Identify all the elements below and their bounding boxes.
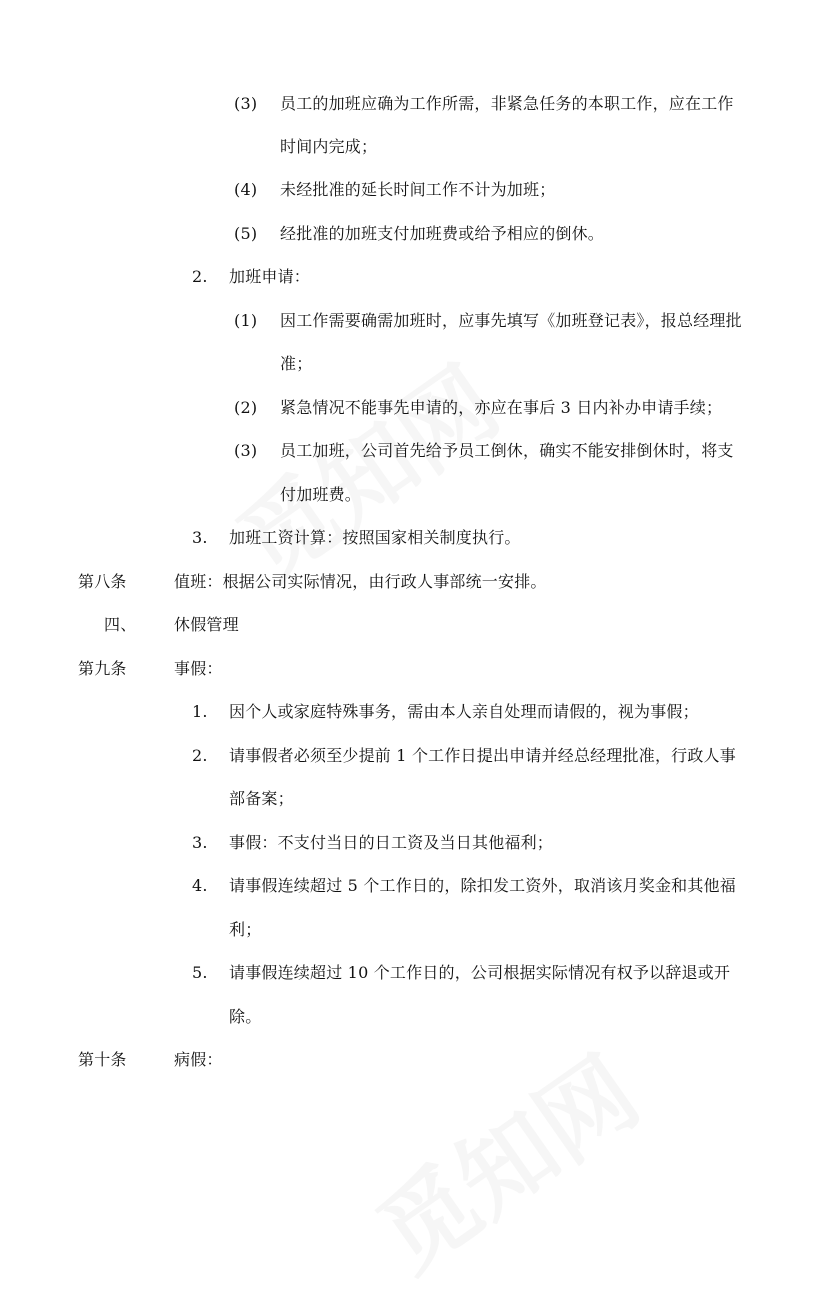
- article-number: 第八条: [78, 572, 127, 591]
- list-item-number: 3.: [192, 833, 208, 852]
- list-item-number: 2.: [192, 267, 208, 286]
- sub-item-text: 紧急情况不能事先申请的，亦应在事后 3 日内补办申请手续；: [280, 398, 723, 417]
- sub-item-number: (5): [234, 224, 258, 243]
- article-number: 第十条: [78, 1050, 127, 1069]
- watermark: [347, 1020, 661, 1297]
- list-item-text: 请事假连续超过 5 个工作日的，除扣发工资外，取消该月奖金和其他福: [229, 876, 736, 895]
- sub-item-number: (4): [234, 180, 258, 199]
- sub-item-number: (2): [234, 398, 258, 417]
- list-item-number: 1.: [192, 702, 208, 721]
- list-item-text: 请事假连续超过 10 个工作日的，公司根据实际情况有权予以辞退或开: [229, 963, 731, 982]
- sub-item-text: 经批准的加班支付加班费或给予相应的倒休。: [280, 224, 605, 243]
- sub-item-text: 未经批准的延长时间工作不计为加班；: [280, 180, 556, 199]
- list-item-text-continued: 利；: [229, 920, 262, 939]
- list-item-text: 事假：不支付当日的日工资及当日其他福利；: [229, 833, 554, 852]
- sub-item-number: (3): [234, 94, 258, 113]
- list-item-text: 加班工资计算：按照国家相关制度执行。: [229, 528, 521, 547]
- sub-item-text-continued: 时间内完成；: [280, 137, 378, 156]
- list-item-text: 请事假者必须至少提前 1 个工作日提出申请并经总经理批准，行政人事: [229, 746, 736, 765]
- sub-item-number: (3): [234, 441, 258, 460]
- article-text: 事假：: [174, 659, 223, 678]
- section-number: 四、: [104, 615, 137, 634]
- sub-item-text: 因工作需要确需加班时，应事先填写《加班登记表》，报总经理批: [280, 311, 742, 330]
- sub-item-text: 员工的加班应确为工作所需，非紧急任务的本职工作，应在工作: [280, 94, 734, 113]
- article-text: 病假：: [174, 1050, 223, 1069]
- sub-item-text-continued: 准；: [280, 354, 313, 373]
- list-item-text-continued: 除。: [229, 1007, 262, 1026]
- list-item-number: 4.: [192, 876, 208, 895]
- list-item-text: 加班申请：: [229, 267, 311, 286]
- section-heading: 休假管理: [174, 615, 239, 634]
- watermark: [207, 330, 521, 607]
- sub-item-number: (1): [234, 311, 258, 330]
- list-item-text: 因个人或家庭特殊事务，需由本人亲自处理而请假的，视为事假；: [229, 702, 699, 721]
- list-item-number: 5.: [192, 963, 208, 982]
- list-item-number: 2.: [192, 746, 208, 765]
- sub-item-text: 员工加班，公司首先给予员工倒休，确实不能安排倒休时，将支: [280, 441, 734, 460]
- list-item-number: 3.: [192, 528, 208, 547]
- list-item-text-continued: 部备案；: [229, 789, 294, 808]
- sub-item-text-continued: 付加班费。: [280, 485, 362, 504]
- article-number: 第九条: [78, 659, 127, 678]
- article-text: 值班：根据公司实际情况，由行政人事部统一安排。: [174, 572, 547, 591]
